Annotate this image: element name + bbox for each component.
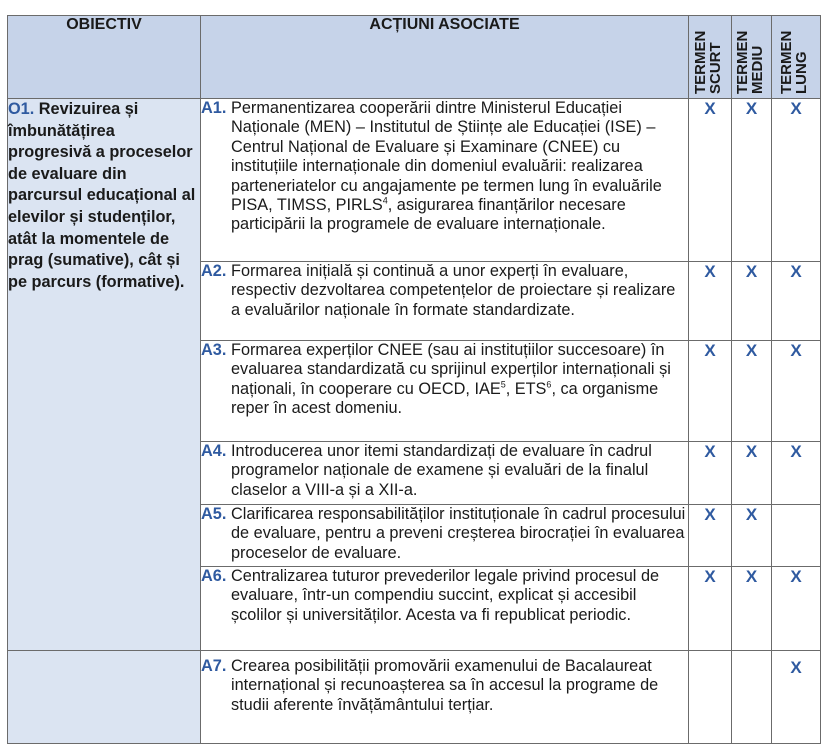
action-cell-a4 xyxy=(201,442,689,505)
action-text: Formarea inițială și continuă a unor experți în evaluare, respectiv dezvoltarea competențelor de proiectare și realizare a evaluărilor naționale în formate standardizate. xyxy=(231,262,676,319)
action-cell-a2 xyxy=(201,262,689,341)
table-row xyxy=(8,99,821,262)
header-actions: ACȚIUNI ASOCIATE xyxy=(201,16,689,99)
mark-long: X xyxy=(772,442,821,505)
mark-short: X xyxy=(689,505,732,567)
action-text: Crearea posibilității promovării examenului de Bacalaureat internațional și recunoașterea sa în accesul la programe de studii aferente învățământului terțiar. xyxy=(231,657,659,714)
header-objective: OBIECTIV xyxy=(8,16,201,99)
mark-short: X xyxy=(689,442,732,505)
action-text: Introducerea unor itemi standardizați de evaluare în cadrul programelor naționale de examene și evaluări de la finalul claselor a VIII-a și a XII-a. xyxy=(231,442,652,499)
mark-long: X xyxy=(772,651,821,744)
mark-medium: X xyxy=(732,442,772,505)
strategy-table xyxy=(7,15,821,744)
footnote-ref: 6 xyxy=(546,379,552,390)
action-cell-a1 xyxy=(201,99,689,262)
mark-medium: X xyxy=(732,262,772,341)
mark-medium: X xyxy=(732,99,772,262)
mark-medium: X xyxy=(732,505,772,567)
objective-code: O1. xyxy=(8,100,35,118)
mark-long: X xyxy=(772,262,821,341)
action-code: A5. xyxy=(201,505,227,523)
mark-long: X xyxy=(772,567,821,651)
action-text-part: Formarea experților CNEE (sau ai instituțiilor succesoare) în evaluarea standardizată cu sprijinul experților internaționali și naționali, în cooperare cu OECD, IAE xyxy=(231,341,671,398)
header-row xyxy=(8,16,821,99)
action-cell-a5 xyxy=(201,505,689,567)
header-medium-term-label: TERMEN MEDIU xyxy=(733,30,766,94)
footnote-ref: 4 xyxy=(382,195,388,206)
action-code: A3. xyxy=(201,341,227,359)
mark-medium: X xyxy=(732,341,772,442)
objective-text: Revizuirea și îmbunătățirea progresivă a proceselor de evaluare din parcursul educațional al elevilor și studenților, atât la momentele de prag (sumative), cât și pe parcurs (formative). xyxy=(8,100,196,291)
action-text: Clarificarea responsabilităților instituționale în cadrul procesului de evaluare, pentru a preveni creșterea birocrației în evaluarea proceselor de evaluare. xyxy=(231,505,686,562)
mark-short: X xyxy=(689,341,732,442)
action-code: A1. xyxy=(201,99,227,117)
action-cell-a3 xyxy=(201,341,689,442)
action-cell-a7 xyxy=(201,651,689,744)
action-cell-a6 xyxy=(201,567,689,651)
mark-long xyxy=(772,505,821,567)
header-short-term xyxy=(689,16,732,99)
mark-medium: X xyxy=(732,567,772,651)
footnote-ref: 5 xyxy=(500,379,506,390)
action-text-part: , ca organisme reper în acest domeniu. xyxy=(231,379,659,418)
action-text-part: , ETS xyxy=(505,379,547,398)
action-text-part: Permanentizarea cooperării dintre Ministerul Educației Naționale (MEN) – Institutul de Științe ale Educației (ISE) – Centrul Național de Evaluare și Examinare (CNEE) cu instituțiile internaționale din domeniul evaluării: realizarea parteneriatelor cu angajamente pe termen lung în evaluările PISA, TIMSS, PIRLS xyxy=(231,99,662,215)
mark-short: X xyxy=(689,262,732,341)
objective-cell xyxy=(8,99,201,651)
objective-cell-empty xyxy=(8,651,201,744)
header-long-term-label: TERMEN LUNG xyxy=(778,30,810,94)
mark-short: X xyxy=(689,99,732,262)
mark-short: X xyxy=(689,567,732,651)
table-row xyxy=(8,651,821,744)
mark-short xyxy=(689,651,732,744)
action-code: A7. xyxy=(201,657,227,675)
action-text-part: , asigurarea finanțărilor necesare participării la programele de evaluare internaționale. xyxy=(231,196,626,234)
mark-long: X xyxy=(772,341,821,442)
mark-medium xyxy=(732,651,772,744)
action-text xyxy=(231,99,688,235)
mark-long: X xyxy=(772,99,821,262)
action-text xyxy=(231,341,688,419)
action-code: A2. xyxy=(201,262,227,280)
strategy-table-wrapper xyxy=(7,15,820,743)
action-text: Centralizarea tuturor prevederilor legale privind procesul de evaluare, într-un compendiu succint, explicat și accesibil școlilor și universităților. Acesta va fi republicat periodic. xyxy=(231,567,660,624)
action-code: A4. xyxy=(201,442,227,460)
header-long-term xyxy=(772,16,821,99)
header-short-term-label: TERMEN SCURT xyxy=(692,30,724,94)
header-medium-term xyxy=(732,16,772,99)
action-code: A6. xyxy=(201,567,227,585)
